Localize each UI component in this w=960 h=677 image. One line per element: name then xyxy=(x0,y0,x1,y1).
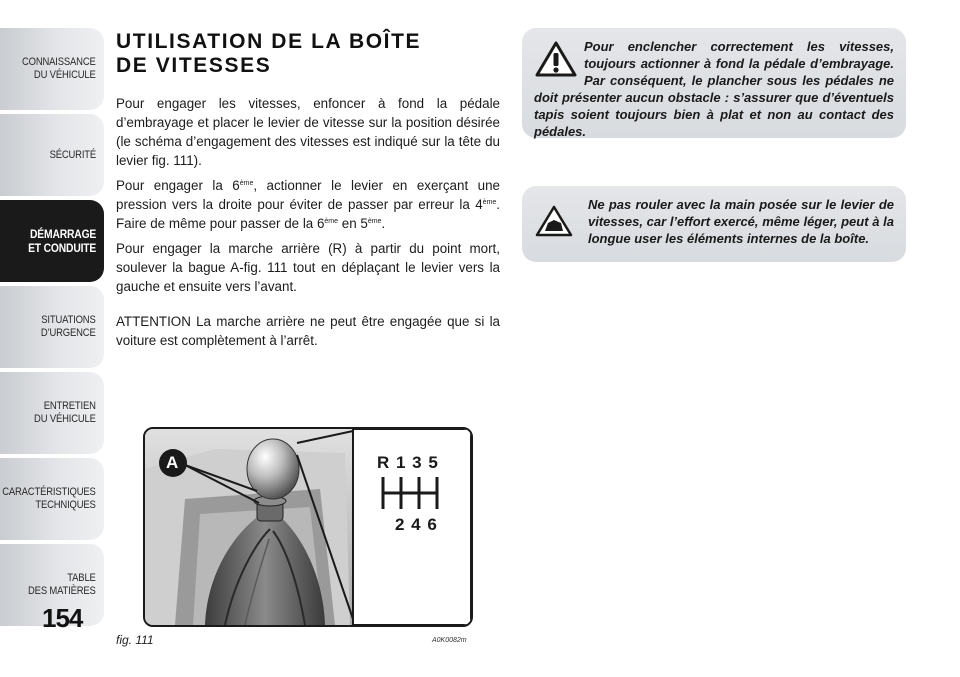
gear-pattern-top-label: R 1 3 5 xyxy=(377,453,439,472)
tab-connaissance-vehicule[interactable] xyxy=(0,28,104,110)
warning-text-hand-on-lever: Ne pas rouler avec la main posée sur le levier de vitesses, car l’effort exercé, même léger, peut à la longue user les éléments internes de la boîte. xyxy=(588,197,894,246)
warning-box-clutch xyxy=(522,28,906,138)
figure-caption: fig. 111 xyxy=(116,633,154,647)
section-body xyxy=(116,94,500,356)
tab-label: CONNAISSANCE DU VÉHICULE xyxy=(22,56,96,81)
tab-entretien-vehicule[interactable] xyxy=(0,372,104,454)
paragraph-sixth-gear: Pour engager la 6ème, actionner le levier en exerçant une pression vers la droite pour éviter de passer par erreur la 4ème. Faire de même pour passer de la 6ème en 5ème. xyxy=(116,178,500,231)
gear-pattern-bottom-label: 2 4 6 xyxy=(395,515,438,534)
tab-label: TABLE DES MATIÈRES xyxy=(28,572,96,597)
tab-caracteristiques-techniques[interactable] xyxy=(0,458,104,540)
hand-warning-icon xyxy=(534,204,574,238)
section-title: UTILISATION DE LA BOÎTE DE VITESSES xyxy=(116,30,422,77)
gear-lever-figure xyxy=(143,427,473,627)
paragraph-reverse-gear: Pour engager la marche arrière (R) à partir du point mort, soulever la bague A-fig. 111 tout en déplaçant le levier vers la gauche et ensuite vers l’avant. xyxy=(116,241,500,294)
page-number: 154 xyxy=(42,603,83,633)
paragraph-engage-gears: Pour engager les vitesses, enfoncer à fond la pédale d’embrayage et placer le levier de vitesse sur la position désirée (le schéma d’engagement des vitesses est indiqué sur la tête du levier fig. 111). xyxy=(116,96,500,168)
tab-label: ENTRETIEN DU VÉHICULE xyxy=(34,400,96,425)
paragraph-attention: ATTENTION La marche arrière ne peut être engagée que si la voiture est complètement à l’arrêt. xyxy=(116,314,500,348)
warning-text-clutch: Pour enclencher correctement les vitesses, toujours actionner à fond la pédale d’embrayage. Par conséquent, le plancher sous les pédales ne doit présenter aucun obstacle : s’assurer que d’éventuels tapis soient toujours bien à plat et non au contact des pédales. xyxy=(534,39,894,139)
tab-situations-urgence[interactable] xyxy=(0,286,104,368)
tab-label: CARACTÉRISTIQUES TECHNIQUES xyxy=(2,486,96,511)
callout-a-label: A xyxy=(166,453,179,472)
figure-code: A0K0082m xyxy=(432,637,467,644)
tab-label: DÉMARRAGE ET CONDUITE xyxy=(27,227,97,255)
warning-box-hand-on-lever xyxy=(522,186,906,262)
tab-demarrage-conduite[interactable] xyxy=(0,200,104,282)
tab-label: SÉCURITÉ xyxy=(49,148,96,161)
warning-triangle-icon xyxy=(534,40,578,78)
tab-label: SITUATIONS D’URGENCE xyxy=(41,314,96,339)
tab-securite[interactable] xyxy=(0,114,104,196)
